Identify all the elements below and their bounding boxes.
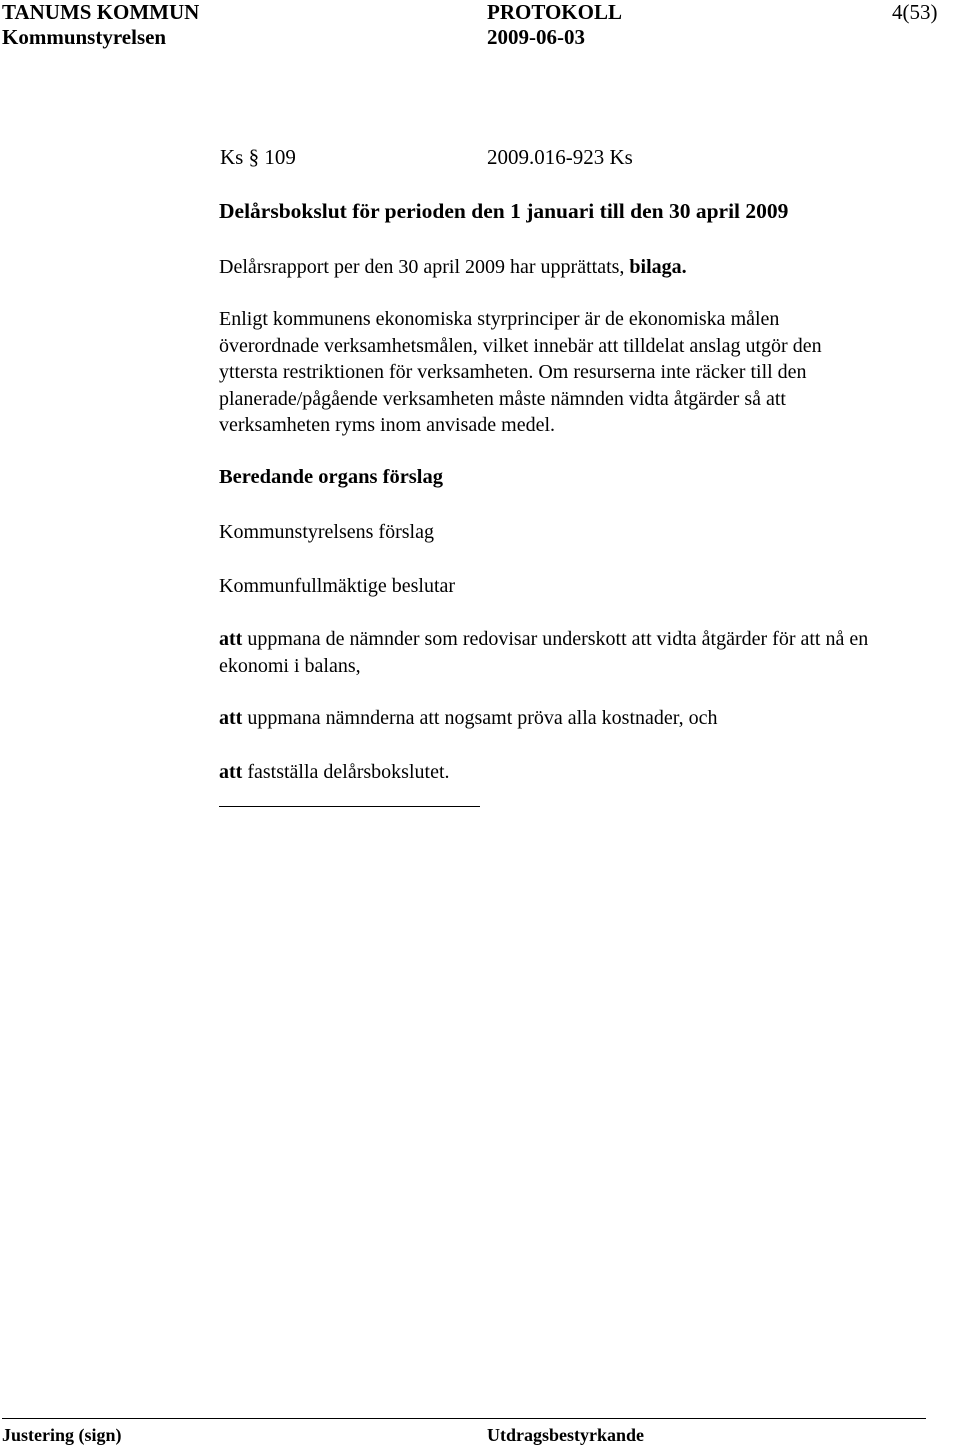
committee-proposal-label: Kommunstyrelsens förslag: [219, 521, 434, 543]
decision-keyword: att: [219, 707, 243, 729]
decision-text: fastställa delårsbokslutet.: [242, 761, 450, 783]
council-decides-label: Kommunfullmäktige beslutar: [219, 575, 456, 597]
decision-text: uppmana de nämnder som redovisar underskott att vidta åtgärder för att nå en: [242, 628, 869, 650]
page-title: Delårsbokslut för perioden den 1 januari till den 30 april 2009: [219, 199, 789, 223]
proposal-heading: Beredande organs förslag: [219, 466, 443, 488]
header-page-number: 4(53): [892, 0, 938, 24]
decision-text: uppmana nämnderna att nogsamt pröva alla kostnader, och: [242, 707, 718, 729]
paragraph-line: överordnade verksamhetsmålen, vilket innebär att tilldelat anslag utgör den: [219, 334, 822, 357]
decision-item: [219, 759, 450, 786]
decision-item: [219, 626, 868, 653]
paragraph-line: yttersta restriktionen för verksamheten. Om resurserna inte räcker till den: [219, 361, 807, 383]
header-document-type: PROTOKOLL: [487, 0, 622, 24]
header-committee: Kommunstyrelsen: [2, 25, 167, 49]
decision-keyword: att: [219, 628, 243, 650]
decision-item: [219, 705, 717, 732]
policy-paragraph: [219, 306, 919, 439]
header-organization: TANUMS KOMMUN: [2, 0, 200, 24]
case-number: Ks § 109: [220, 145, 296, 169]
decision-keyword: att: [219, 761, 243, 783]
end-divider: [219, 806, 480, 807]
footer-divider: [2, 1418, 926, 1419]
decision-continuation: ekonomi i balans,: [219, 655, 361, 677]
paragraph-line: planerade/pågående verksamheten måste nämnden vidta åtgärder så att: [219, 387, 786, 410]
footer-certification-label: Utdragsbestyrkande: [487, 1425, 645, 1445]
paragraph-line: Enligt kommunens ekonomiska styrprinciper är de ekonomiska målen: [219, 308, 780, 330]
header-date: 2009-06-03: [487, 25, 585, 49]
attachment-label: bilaga.: [629, 256, 687, 278]
intro-text: Delårsrapport per den 30 april 2009 har upprättats,: [219, 256, 630, 278]
footer-signature-label: Justering (sign): [2, 1425, 122, 1445]
paragraph-line: verksamheten ryms inom anvisade medel.: [219, 414, 556, 436]
intro-paragraph: [219, 254, 687, 281]
case-reference: 2009.016-923 Ks: [487, 145, 633, 169]
